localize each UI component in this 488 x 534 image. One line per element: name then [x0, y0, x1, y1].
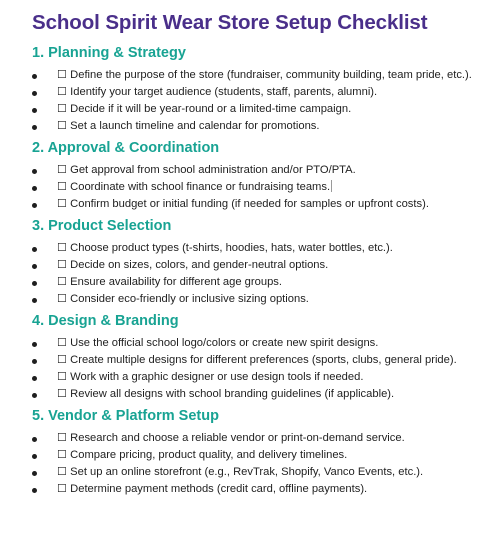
- bullet-icon: [32, 342, 37, 347]
- bullet-icon: [32, 376, 37, 381]
- checklist-item: [32, 118, 474, 135]
- bullet-icon: [32, 264, 37, 269]
- checklist-item-text[interactable]: ☐ Decide if it will be year-round or a limited-time campaign.: [57, 103, 352, 115]
- bullet-icon: [32, 454, 37, 459]
- bullet-icon: [32, 393, 37, 398]
- bullet-icon: [32, 298, 37, 303]
- checklist-item-text[interactable]: ☐ Define the purpose of the store (fundraiser, community building, team pride, etc.).: [57, 69, 472, 81]
- checklist-item-text[interactable]: ☐ Coordinate with school finance or fundraising teams.: [57, 181, 331, 193]
- checklist-item: [32, 162, 474, 179]
- checklist-item-text[interactable]: ☐ Consider eco-friendly or inclusive sizing options.: [57, 293, 309, 305]
- bullet-icon: [32, 186, 37, 191]
- checklist-item: [32, 257, 474, 274]
- checklist-item: [32, 84, 474, 101]
- checklist-item-text[interactable]: ☐ Work with a graphic designer or use design tools if needed.: [57, 371, 364, 383]
- section-heading: 2. Approval & Coordination: [32, 140, 220, 156]
- checklist-section: [32, 217, 474, 308]
- checklist-item-text[interactable]: ☐ Research and choose a reliable vendor or print-on-demand service.: [57, 432, 405, 444]
- bullet-icon: [32, 203, 37, 208]
- bullet-icon: [32, 488, 37, 493]
- bullet-icon: [32, 108, 37, 113]
- checklist-item: [32, 240, 474, 257]
- bullet-icon: [32, 281, 37, 286]
- bullet-icon: [32, 169, 37, 174]
- checklist-item: [32, 447, 474, 464]
- checklist-item-text[interactable]: ☐ Confirm budget or initial funding (if needed for samples or upfront costs).: [57, 198, 429, 210]
- checklist-item-text[interactable]: ☐ Review all designs with school branding guidelines (if applicable).: [57, 388, 395, 400]
- bullet-icon: [32, 91, 37, 96]
- text-cursor: [331, 180, 332, 192]
- checklist-item: [32, 196, 474, 213]
- checklist-item: [32, 352, 474, 369]
- checklist-item-text[interactable]: ☐ Create multiple designs for different preferences (sports, clubs, general pride).: [57, 354, 457, 366]
- checklist-item-text[interactable]: ☐ Use the official school logo/colors or create new spirit designs.: [57, 337, 379, 349]
- checklist-items: [32, 335, 474, 403]
- checklist-section: [32, 44, 474, 135]
- checklist-section: [32, 139, 474, 213]
- checklist-item-text[interactable]: ☐ Decide on sizes, colors, and gender-neutral options.: [57, 259, 329, 271]
- section-heading: 5. Vendor & Platform Setup: [32, 408, 219, 424]
- checklist-items: [32, 430, 474, 498]
- checklist-item: [32, 67, 474, 84]
- checklist-item-text[interactable]: ☐ Identify your target audience (students, staff, parents, alumni).: [57, 86, 378, 98]
- checklist-item-text[interactable]: ☐ Set up an online storefront (e.g., RevTrak, Shopify, Vanco Events, etc.).: [57, 466, 424, 478]
- bullet-icon: [32, 437, 37, 442]
- bullet-icon: [32, 74, 37, 79]
- checklist-item-text[interactable]: ☐ Determine payment methods (credit card, offline payments).: [57, 483, 368, 495]
- bullet-icon: [32, 471, 37, 476]
- checklist-item: [32, 481, 474, 498]
- section-heading: 4. Design & Branding: [32, 313, 179, 329]
- checklist-item-text[interactable]: ☐ Get approval from school administration and/or PTO/PTA.: [57, 164, 356, 176]
- document-title: School Spirit Wear Store Setup Checklist: [32, 11, 428, 34]
- checklist-item: [32, 464, 474, 481]
- checklist-section: [32, 407, 474, 498]
- checklist-section: [32, 312, 474, 403]
- checklist-items: [32, 240, 474, 308]
- bullet-icon: [32, 359, 37, 364]
- checklist-item: [32, 430, 474, 447]
- checklist-items: [32, 67, 474, 135]
- checklist-item: [32, 274, 474, 291]
- checklist-item-text[interactable]: ☐ Ensure availability for different age groups.: [57, 276, 282, 288]
- checklist-items: [32, 162, 474, 213]
- section-heading: 1. Planning & Strategy: [32, 45, 186, 61]
- checklist-item-text[interactable]: ☐ Choose product types (t-shirts, hoodies, hats, water bottles, etc.).: [57, 242, 393, 254]
- checklist-item: [32, 369, 474, 386]
- checklist-item: [32, 179, 474, 196]
- checklist-item: [32, 386, 474, 403]
- section-heading: 3. Product Selection: [32, 218, 172, 234]
- bullet-icon: [32, 125, 37, 130]
- checklist-item-text[interactable]: ☐ Compare pricing, product quality, and delivery timelines.: [57, 449, 348, 461]
- checklist-item: [32, 335, 474, 352]
- checklist-item-text[interactable]: ☐ Set a launch timeline and calendar for promotions.: [57, 120, 320, 132]
- bullet-icon: [32, 247, 37, 252]
- checklist-item: [32, 291, 474, 308]
- checklist-item: [32, 101, 474, 118]
- checklist-sections: [32, 44, 474, 498]
